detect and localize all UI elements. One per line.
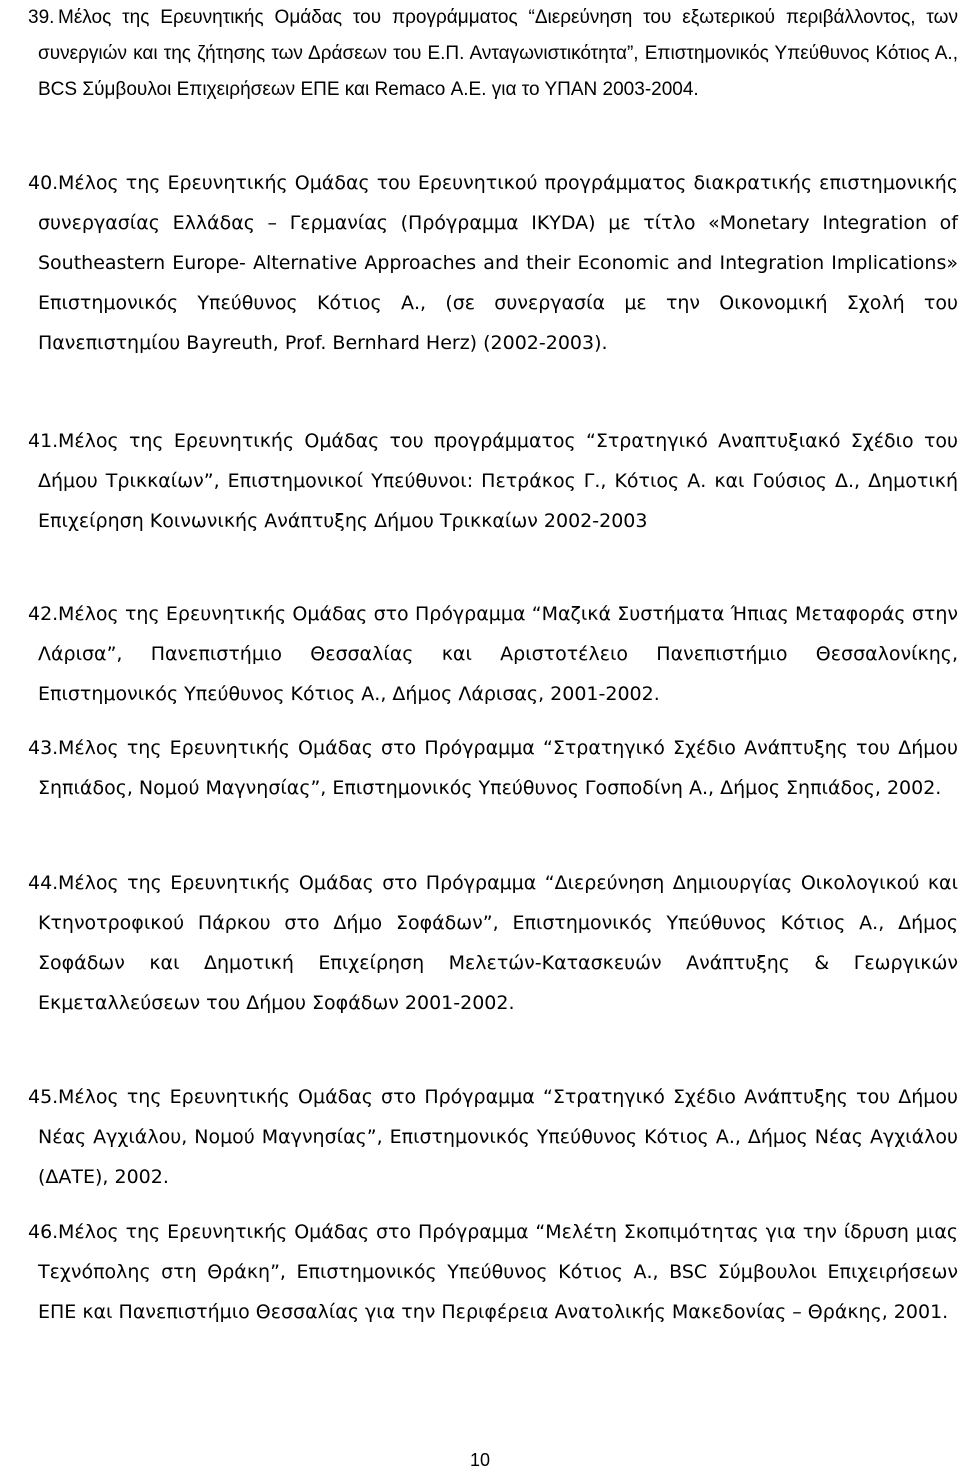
item-number: 45. (28, 1086, 59, 1108)
item-number: 42. (28, 603, 59, 625)
list-item (28, 0, 958, 108)
list-item (28, 1077, 958, 1197)
list-item (28, 1212, 958, 1332)
item-text: Μέλος της Ερευνητικής Ομάδας του προγράμματος “Στρατηγικό Αναπτυξιακό Σχέδιο του Δήμου Τρικκαίων”, Επιστημονικοί Υπεύθυνοι: Πετράκος Γ., Κότιος Α. και Γούσιος Δ., Δημοτική Επιχείρηση Κοινωνικής Ανάπτυξης Δήμου Τρικκαίων 2002-2003 (38, 430, 958, 532)
item-number: 39. (28, 7, 55, 28)
list-item (28, 728, 958, 808)
item-number: 44. (28, 872, 59, 894)
item-text: Μέλος της Ερευνητικής Ομάδας στο Πρόγραμμα “Στρατηγικό Σχέδιο Ανάπτυξης του Δήμου Νέας Αγχιάλου, Νομού Μαγνησίας”, Επιστημονικός Υπεύθυνος Κότιος Α., Δήμος Νέας Αγχιάλου (ΔΑΤΕ), 2002. (38, 1086, 958, 1188)
item-number: 43. (28, 737, 59, 759)
item-number: 46. (28, 1221, 59, 1243)
item-text: Μέλος της Ερευνητικής Ομάδας του Ερευνητικού προγράμματος διακρατικής επιστημονικής συνεργασίας Ελλάδας – Γερμανίας (Πρόγραμμα ΙΚΥDA) με τίτλο «Monetary Integration of Southeastern Europe- Alternative Approaches and their Economic and Integration Implications» Επιστημονικός Υπεύθυνος Κότιος Α., (σε συνεργασία με την Οικονομική Σχολή του Πανεπιστημίου Bayreuth, Prof. Bernhard Herz) (2002-2003). (38, 172, 958, 354)
list-item (28, 863, 958, 1023)
item-text: Μέλος της Ερευνητικής Ομάδας στο Πρόγραμμα “Στρατηγικό Σχέδιο Ανάπτυξης του Δήμου Σηπιάδος, Νομού Μαγνησίας”, Επιστημονικός Υπεύθυνος Γοσποδίνη Α., Δήμος Σηπιάδος, 2002. (38, 737, 958, 799)
item-text: Μέλος της Ερευνητικής Ομάδας στο Πρόγραμμα “Μαζικά Συστήματα Ήπιας Μεταφοράς στην Λάρισα”, Πανεπιστήμιο Θεσσαλίας και Αριστοτέλειο Πανεπιστήμιο Θεσσαλονίκης, Επιστημονικός Υπεύθυνος Κότιος Α., Δήμος Λάρισας, 2001-2002. (38, 603, 958, 705)
item-number: 40. (28, 172, 59, 194)
list-item (28, 163, 958, 363)
item-text: Μέλος της Ερευνητικής Ομάδας στο Πρόγραμμα “Μελέτη Σκοπιμότητας για την ίδρυση μιας Τεχνόπολης στη Θράκη”, Επιστημονικός Υπεύθυνος Κότιος Α., BSC Σύμβουλοι Επιχειρήσεων ΕΠΕ και Πανεπιστήμιο Θεσσαλίας για την Περιφέρεια Ανατολικής Μακεδονίας – Θράκης, 2001. (38, 1221, 958, 1323)
page-number: 10 (469, 1450, 491, 1470)
list-item (28, 594, 958, 714)
list-item (28, 421, 958, 541)
item-text: Μέλος της Ερευνητικής Ομάδας του προγράμματος “Διερεύνηση του εξωτερικού περιβάλλοντος, των συνεργιών και της ζήτησης των Δράσεων του Ε.Π. Ανταγωνιστικότητα”, Επιστημονικός Υπεύθυνος Κότιος Α., BCS Σύμβουλοι Επιχειρήσεων ΕΠΕ και Remaco Α.Ε. για το ΥΠΑΝ 2003-2004. (38, 7, 958, 100)
item-number: 41. (28, 430, 59, 452)
item-text: Μέλος της Ερευνητικής Ομάδας στο Πρόγραμμα “Διερεύνηση Δημιουργίας Οικολογικού και Κτηνοτροφικού Πάρκου στο Δήμο Σοφάδων”, Επιστημονικός Υπεύθυνος Κότιος Α., Δήμος Σοφάδων και Δημοτική Επιχείρηση Μελετών-Κατασκευών Ανάπτυξης & Γεωργικών Εκμεταλλεύσεων του Δήμου Σοφάδων 2001-2002. (38, 872, 958, 1014)
